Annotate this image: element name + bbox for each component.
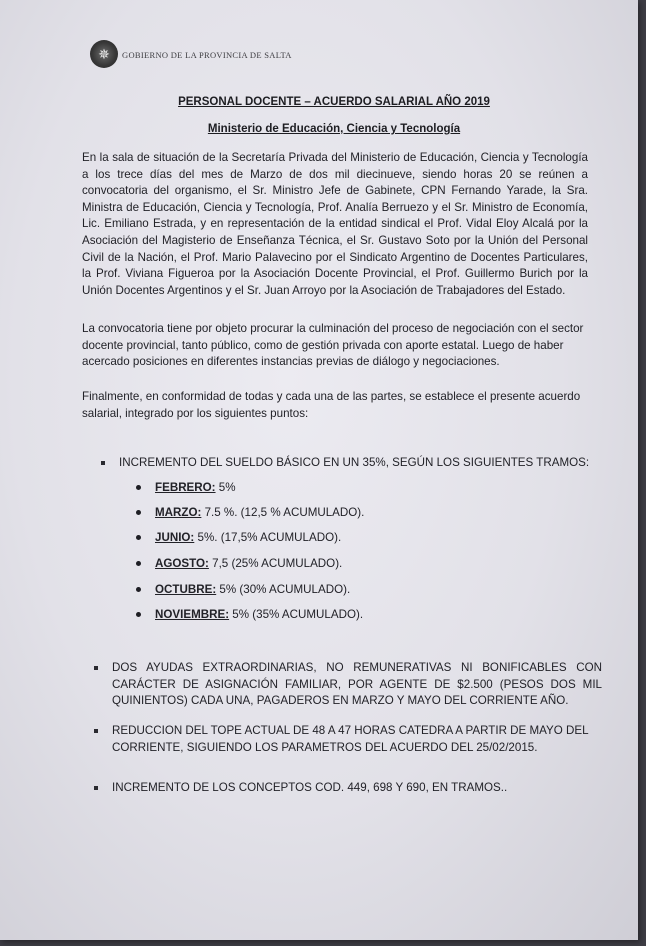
round-bullet-icon [136, 510, 141, 515]
provincial-seal-icon: ✵ [90, 40, 118, 68]
tramo-month: OCTUBRE: [155, 583, 217, 596]
agreement-paragraph: Finalmente, en conformidad de todas y cada una de las partes, se establece el presente acuerdo salarial, integrado por los siguientes puntos: [82, 390, 581, 420]
square-bullet-icon [101, 461, 105, 465]
agreement-point-text: DOS AYUDAS EXTRAORDINARIAS, NO REMUNERATIVAS NI BONIFICABLES CON CARÁCTER DE ASIGNACIÓN FAMILIAR, POR AGENTE DE $2.500 (PESOS DOS MIL QUINIENTOS) CADA UNA, PAGADEROS EN MARZO Y MAYO DEL CORRIENTE AÑO. [112, 661, 602, 708]
tramo-item [136, 481, 236, 494]
tramo-detail: 7.5 %. (12,5 % ACUMULADO). [201, 506, 365, 519]
government-name: GOBIERNO DE LA PROVINCIA DE SALTA [122, 50, 292, 60]
square-bullet-icon [94, 729, 98, 733]
document-subtitle: Ministerio de Educación, Ciencia y Tecnología [207, 123, 461, 135]
tramo-item [136, 506, 364, 519]
agreement-point-text: INCREMENTO DEL SUELDO BÁSICO EN UN 35%, SEGÚN LOS SIGUIENTES TRAMOS: [119, 456, 590, 469]
tramo-month: MARZO: [155, 506, 202, 519]
tramo-month: FEBRERO: [155, 481, 216, 494]
tramo-item [136, 608, 363, 621]
tramo-month: AGOSTO: [155, 557, 209, 570]
tramo-detail: 5% (35% ACUMULADO). [229, 608, 364, 621]
round-bullet-icon [136, 561, 141, 566]
purpose-paragraph: La convocatoria tiene por objeto procurar la culminación del proceso de negociación con el sector docente provincial, tanto público, como de gestión privada con aporte estatal. Luego de haber acercado posiciones en diferentes instancias previas de diálogo y negociaciones. [82, 322, 584, 369]
intro-paragraph: En la sala de situación de la Secretaría Privada del Ministerio de Educación, Ciencia y Tecnología a los trece días del mes de Marzo de dos mil diecinueve, siendo horas 20 se reúnen a convocatoria del organismo, el Sr. Ministro Jefe de Gabinete, CPN Fernando Yarade, la Sra. Ministra de Educación, Ciencia y Tecnología, Prof. Analía Berruezo y el Sr. Ministro de Economía, Lic. Emiliano Estrada, y en representación de la entidad sindical el Prof. Vidal Eloy Alcalá por la Asociación del Magisterio de Enseñanza Técnica, el Sr. Gustavo Soto por la Unión del Personal Civil de la Nación, el Prof. Mario Palavecino por el Sindicato Argentino de Docentes Particulares, la Prof. Viviana Figueroa por la Asociación Docente Provincial, el Prof. Guillermo Burich por la Unión Docentes Argentinos y el Sr. Juan Arroyo por la Asociación de Trabajadores del Estado. [82, 151, 588, 297]
round-bullet-icon [136, 485, 141, 490]
tramo-detail: 5% (30% ACUMULADO). [216, 583, 351, 596]
round-bullet-icon [136, 612, 141, 617]
square-bullet-icon [94, 666, 98, 670]
agreement-point [94, 660, 602, 710]
agreement-point-text: REDUCCION DEL TOPE ACTUAL DE 48 A 47 HORAS CATEDRA A PARTIR DE MAYO DEL CORRIENTE, SIGUIENDO LOS PARAMETROS DEL ACUERDO DEL 25/02/2015. [112, 724, 589, 754]
letterhead [90, 38, 292, 70]
square-bullet-icon [94, 786, 98, 790]
tramo-item [136, 531, 341, 544]
tramo-detail: 7,5 (25% ACUMULADO). [208, 557, 343, 570]
agreement-point [94, 723, 602, 756]
tramo-item [136, 583, 350, 596]
agreement-point [94, 780, 602, 797]
round-bullet-icon [136, 535, 141, 540]
agreement-point-text: INCREMENTO DE LOS CONCEPTOS COD. 449, 698 Y 690, EN TRAMOS.. [112, 781, 508, 794]
tramo-item [136, 557, 342, 570]
tramo-month: JUNIO: [155, 531, 195, 544]
round-bullet-icon [136, 587, 141, 592]
tramo-month: NOVIEMBRE: [155, 608, 230, 621]
agreement-point [101, 455, 601, 472]
tramo-detail: 5%. (17,5% ACUMULADO). [194, 531, 342, 544]
document-title: PERSONAL DOCENTE – ACUERDO SALARIAL AÑO 2019 [178, 96, 490, 108]
tramo-detail: 5% [215, 481, 236, 494]
